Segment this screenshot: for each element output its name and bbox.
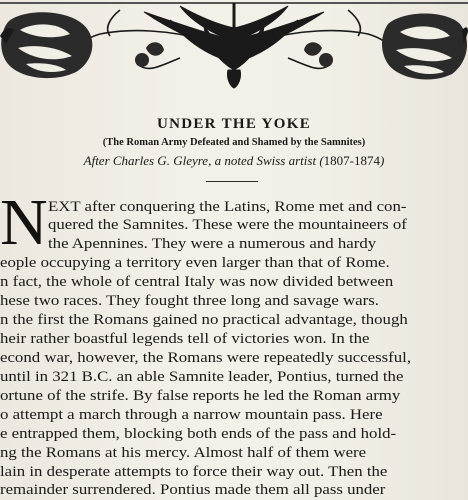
text-line: hese two races. They fought three long and savage wars. <box>0 293 379 309</box>
text-line: until in 321 B.C. an able Samnite leader, Pontius, turned the <box>0 369 404 385</box>
credit-close: ) <box>380 153 385 168</box>
text-line: lain in desperate attempts to force their way out. Then the <box>0 464 388 480</box>
text-line: o attempt a march through a narrow mountain pass. Here <box>0 407 383 423</box>
text-line: remainder surrendered. Pontius made them all pass under <box>0 482 386 498</box>
text-line: ng the Romans at his mercy. Almost half of them were <box>0 445 367 461</box>
text-line: ortune of the strife. By false reports he led the Roman army <box>0 388 401 404</box>
article-subtitle: (The Roman Army Defeated and Shamed by the Samnites) <box>102 137 366 148</box>
floral-ornament-header <box>0 0 468 92</box>
text-line: econd war, however, the Romans were repeatedly successful, <box>0 350 412 366</box>
credit-text: After Charles G. Gleyre, a noted Swiss artist ( <box>83 153 324 168</box>
text-line: eople occupying a territory even larger than that of Rome. <box>0 255 390 271</box>
text-line: heir rather boastful legends tell of victories won. In the <box>0 331 370 347</box>
text-line: the Apennines. They were a numerous and hardy <box>48 236 377 252</box>
credit-dates: 1807-1874 <box>323 153 380 168</box>
text-line: quered the Samnites. These were the mountaineers of <box>48 217 407 233</box>
image-credit <box>0 153 468 169</box>
title-divider <box>206 181 258 182</box>
text-line: e entrapped them, blocking both ends of the pass and hold- <box>0 426 397 442</box>
text-line: EXT after conquering the Latins, Rome met and con- <box>48 199 407 215</box>
text-line: n fact, the whole of central Italy was now divided between <box>0 274 394 290</box>
drop-cap: N <box>0 186 48 259</box>
text-line: n the first the Romans gained no practical advantage, though <box>0 312 408 328</box>
article-title: UNDER THE YOKE <box>156 116 312 132</box>
